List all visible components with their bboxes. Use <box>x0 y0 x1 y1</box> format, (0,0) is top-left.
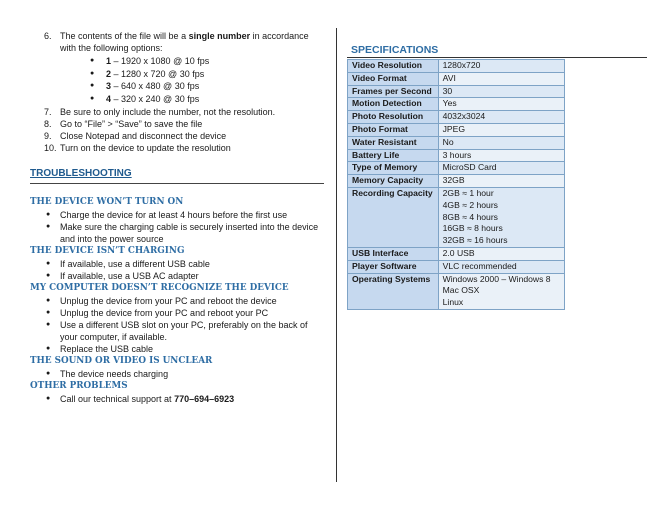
list-item: ● Use a different USB slot on your PC, preferably on the back of your computer, if available. <box>46 319 326 343</box>
spec-value-line: 32GB <box>442 175 465 186</box>
fps-option <box>90 68 326 81</box>
step-text: The contents of the file will be a <box>60 31 189 41</box>
spec-value-line: 3 hours <box>442 149 472 160</box>
spec-key: Photo Resolution <box>348 111 439 124</box>
bullet-list <box>30 368 326 380</box>
spec-value-line: Mac OSX <box>442 285 480 296</box>
spec-value <box>438 98 564 111</box>
spec-key: USB Interface <box>348 247 439 260</box>
table-row <box>348 123 565 136</box>
subsection-heading: MY COMPUTER DOESN’T RECOGNIZE THE DEVICE <box>30 283 289 293</box>
list-item: ● Unplug the device from your PC and reboot the device <box>46 295 326 307</box>
spec-value <box>438 149 564 162</box>
table-row <box>348 273 565 309</box>
spec-value <box>438 60 564 73</box>
spec-value-line: AVI <box>442 72 456 83</box>
troubleshoot-section <box>30 380 326 405</box>
table-row <box>348 60 565 73</box>
option-number: 2 <box>106 68 112 79</box>
list-item: ● Make sure the charging cable is securely inserted into the device and into the power source <box>46 221 326 245</box>
troubleshoot-section <box>30 245 326 282</box>
specifications-table <box>347 59 565 310</box>
list-item: ● If available, use a different USB cable <box>46 258 326 270</box>
step-number: 7. <box>44 107 52 117</box>
spec-key: Memory Capacity <box>348 175 439 188</box>
spec-key: Motion Detection <box>348 98 439 111</box>
spec-value <box>438 175 564 188</box>
step-text-bold: single number <box>188 31 251 41</box>
spec-value <box>438 162 564 175</box>
column-divider <box>336 28 337 482</box>
spec-value <box>438 136 564 149</box>
specifications-heading: SPECIFICATIONS <box>351 44 439 56</box>
step-10 <box>30 142 326 154</box>
setup-steps-list <box>30 30 326 154</box>
step-number: 10. <box>44 143 57 153</box>
spec-key: Player Software <box>348 260 439 273</box>
option-text: – 1280 x 720 @ 30 fps <box>111 68 205 79</box>
support-text: Call our technical support at <box>60 394 175 404</box>
list-item: ● If available, use a USB AC adapter <box>46 270 326 282</box>
step-number: 6. <box>44 31 52 41</box>
support-phone: 770–694–6923 <box>174 394 235 404</box>
bullet-list <box>30 209 326 245</box>
subsection-heading: THE DEVICE WON’T TURN ON <box>30 197 184 207</box>
spec-key: Type of Memory <box>348 162 439 175</box>
spec-key: Video Resolution <box>348 60 439 73</box>
step-text: Be sure to only include the number, not the resolution. <box>60 107 276 117</box>
spec-key: Water Resistant <box>348 136 439 149</box>
fps-option <box>90 80 326 93</box>
fps-options-list <box>60 55 326 105</box>
table-row <box>348 72 565 85</box>
step-text: Close Notepad and disconnect the device <box>60 131 227 141</box>
list-item: ● The device needs charging <box>46 368 326 380</box>
option-text: – 320 x 240 @ 30 fps <box>111 93 200 104</box>
step-8 <box>30 118 326 130</box>
spec-key: Frames per Second <box>348 85 439 98</box>
step-text: in accordance with the following options: <box>60 31 309 53</box>
spec-value-line: 30 <box>442 85 453 96</box>
spec-value <box>438 187 564 247</box>
spec-value-line: 2GB ≈ 1 hour <box>442 187 494 198</box>
table-row <box>348 111 565 124</box>
spec-value <box>438 273 564 309</box>
list-item: ● Replace the USB cable <box>46 343 326 355</box>
section-divider <box>347 57 647 58</box>
option-number: 4 <box>106 93 112 104</box>
table-row <box>348 85 565 98</box>
subsection-heading: THE DEVICE ISN’T CHARGING <box>30 246 185 256</box>
spec-value-line: MicroSD Card <box>442 162 497 173</box>
spec-value-line: No <box>442 136 454 147</box>
spec-value <box>438 260 564 273</box>
spec-value <box>438 247 564 260</box>
step-text: Go to “File” > “Save” to save the file <box>60 119 203 129</box>
spec-value-line: 4032x3024 <box>442 111 486 122</box>
step-6 <box>30 30 326 105</box>
option-number: 3 <box>106 81 112 91</box>
table-row <box>348 247 565 260</box>
subsection-heading: OTHER PROBLEMS <box>30 381 128 391</box>
option-text: – 640 x 480 @ 30 fps <box>111 81 200 91</box>
spec-value-line: 2.0 USB <box>442 247 475 258</box>
spec-value-line: 1280x720 <box>442 60 481 70</box>
spec-value-line: 16GB ≈ 8 hours <box>442 223 503 234</box>
spec-value <box>438 123 564 136</box>
bullet-list <box>30 258 326 282</box>
step-7 <box>30 106 326 118</box>
spec-value-line: VLC recommended <box>442 260 517 271</box>
table-row <box>348 98 565 111</box>
spec-value-line: Yes <box>442 98 457 109</box>
bullet-list <box>30 393 326 405</box>
spec-key: Photo Format <box>348 123 439 136</box>
spec-value <box>438 85 564 98</box>
spec-value-line: 8GB ≈ 4 hours <box>442 211 498 222</box>
step-number: 8. <box>44 119 52 129</box>
troubleshoot-section <box>30 355 326 380</box>
specifications-table-body <box>348 60 565 310</box>
spec-key: Video Format <box>348 72 439 85</box>
table-row <box>348 149 565 162</box>
right-column <box>347 44 641 310</box>
spec-value <box>438 72 564 85</box>
step-9 <box>30 130 326 142</box>
bullet-list <box>30 295 326 355</box>
spec-key: Operating Systems <box>348 273 439 309</box>
subsection-heading: THE SOUND OR VIDEO IS UNCLEAR <box>30 356 213 366</box>
step-text: Turn on the device to update the resolution <box>60 143 231 153</box>
spec-value-line: Windows 2000 – Windows 8 <box>442 273 551 284</box>
troubleshooting-heading: TROUBLESHOOTING <box>30 168 132 179</box>
step-number: 9. <box>44 131 52 141</box>
list-item <box>46 393 326 405</box>
spec-key: Recording Capacity <box>348 187 439 247</box>
table-row <box>348 187 565 247</box>
section-divider <box>30 183 324 184</box>
table-row <box>348 175 565 188</box>
spec-value-line: JPEG <box>442 123 466 134</box>
list-item: ● Charge the device for at least 4 hours before the first use <box>46 209 326 221</box>
left-column <box>30 30 326 405</box>
table-row <box>348 136 565 149</box>
spec-value <box>438 111 564 124</box>
fps-option <box>90 55 326 68</box>
list-item: ● Unplug the device from your PC and reboot your PC <box>46 307 326 319</box>
table-row <box>348 162 565 175</box>
spec-key: Battery Life <box>348 149 439 162</box>
troubleshoot-section <box>30 196 326 245</box>
troubleshoot-section <box>30 282 326 355</box>
spec-value-line: 32GB ≈ 16 hours <box>442 235 508 246</box>
table-row <box>348 260 565 273</box>
fps-option <box>90 93 326 106</box>
option-text: – 1920 x 1080 @ 10 fps <box>111 56 210 66</box>
spec-value-line: 4GB ≈ 2 hours <box>442 199 498 210</box>
spec-value-line: Linux <box>442 297 464 308</box>
option-number: 1 <box>106 56 112 66</box>
